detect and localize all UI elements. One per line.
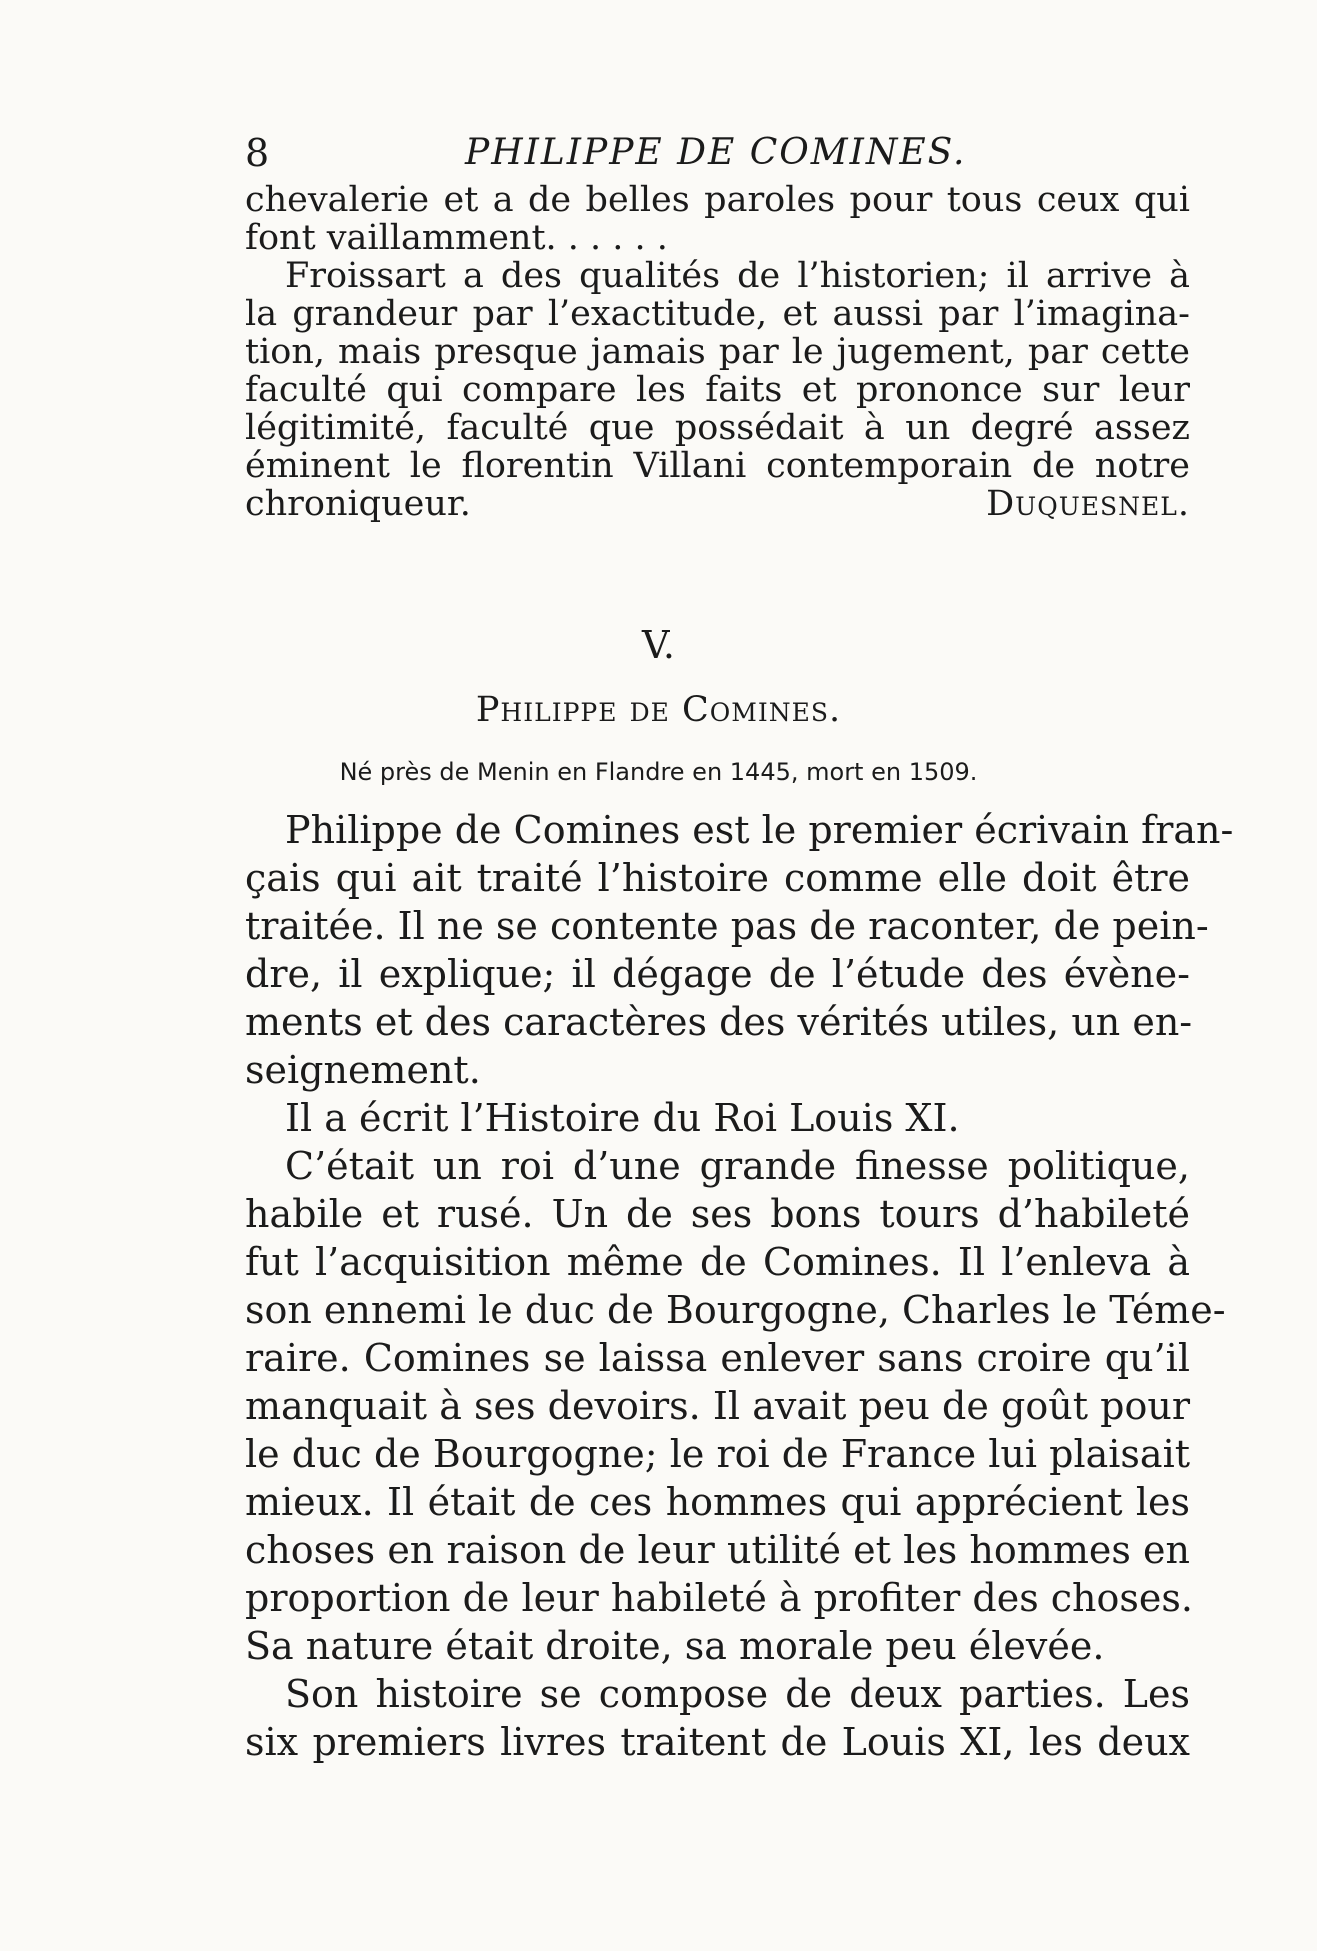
intro-line: faculté qui compare les faits et prononce sur leur (245, 370, 1190, 410)
section-title: Philippe de Comines. (475, 690, 842, 730)
paragraph-line: fut l’acquisition même de Comines. Il l’enleva à (245, 1240, 1190, 1284)
running-title: PHILIPPE DE COMINES. (465, 132, 967, 173)
paragraph-line: dre, il explique; il dégage de l’étude des évène- (245, 952, 1190, 996)
paragraph-line: Son histoire se compose de deux parties. Les (285, 1672, 1190, 1716)
paragraph-line: ments et des caractères des vérités utiles, un en- (245, 1000, 1193, 1044)
intro-line: chevalerie et a de belles paroles pour tous ceux qui (245, 180, 1190, 220)
page-header (245, 128, 1190, 178)
paragraph-line: manquait à ses devoirs. Il avait peu de goût pour (245, 1384, 1190, 1428)
author-signature: Duquesnel. (986, 484, 1190, 524)
paragraph-line: Sa nature était droite, sa morale peu élevée. (245, 1624, 1105, 1668)
paragraph-line: mieux. Il était de ces hommes qui apprécient les (245, 1480, 1190, 1524)
intro-signature-row (245, 485, 1190, 523)
intro-line: tion, mais presque jamais par le jugement, par cette (245, 332, 1190, 372)
intro-line: Froissart a des qualités de l’historien; il arrive à (285, 256, 1190, 296)
section-note: Né près de Menin en Flandre en 1445, mort en 1509. (339, 758, 978, 786)
intro-line: la grandeur par l’exactitude, et aussi par l’imagina- (245, 294, 1190, 334)
intro-final-line: chroniqueur. (245, 484, 471, 524)
paragraph-line: çais qui ait traité l’histoire comme elle doit être (245, 856, 1190, 900)
intro-line: font vaillamment. . . . . . (245, 218, 668, 258)
paragraph-line: Il a écrit l’Histoire du Roi Louis XI. (285, 1096, 960, 1140)
paragraph-line: son ennemi le duc de Bourgogne, Charles le Téme- (245, 1288, 1226, 1332)
intro-line: éminent le florentin Villani contemporain de notre (245, 446, 1190, 486)
paragraph-line: habile et rusé. Un de ses bons tours d’habileté (245, 1192, 1190, 1236)
page-number: 8 (245, 131, 270, 175)
paragraph-line: choses en raison de leur utilité et les hommes en (245, 1528, 1190, 1572)
paragraph-line: le duc de Bourgogne; le roi de France lui plaisait (245, 1432, 1190, 1476)
paragraph-line: proportion de leur habileté à profiter des choses. (245, 1576, 1193, 1620)
paragraph-line: six premiers livres traitent de Louis XI, les deux (245, 1720, 1190, 1764)
intro-line: légitimité, faculté que possédait à un degré assez (245, 408, 1190, 448)
main-text-block (245, 806, 1234, 1766)
intro-text-block (245, 181, 1190, 523)
paragraph-line: traitée. Il ne se contente pas de raconter, de pein- (245, 904, 1209, 948)
paragraph-line: seignement. (245, 1048, 481, 1092)
section-number: V. (642, 623, 675, 667)
paragraph-line: C’était un roi d’une grande finesse politique, (285, 1144, 1190, 1188)
paragraph-line: Philippe de Comines est le premier écrivain fran- (285, 808, 1234, 852)
paragraph-line: raire. Comines se laissa enlever sans croire qu’il (245, 1336, 1190, 1380)
